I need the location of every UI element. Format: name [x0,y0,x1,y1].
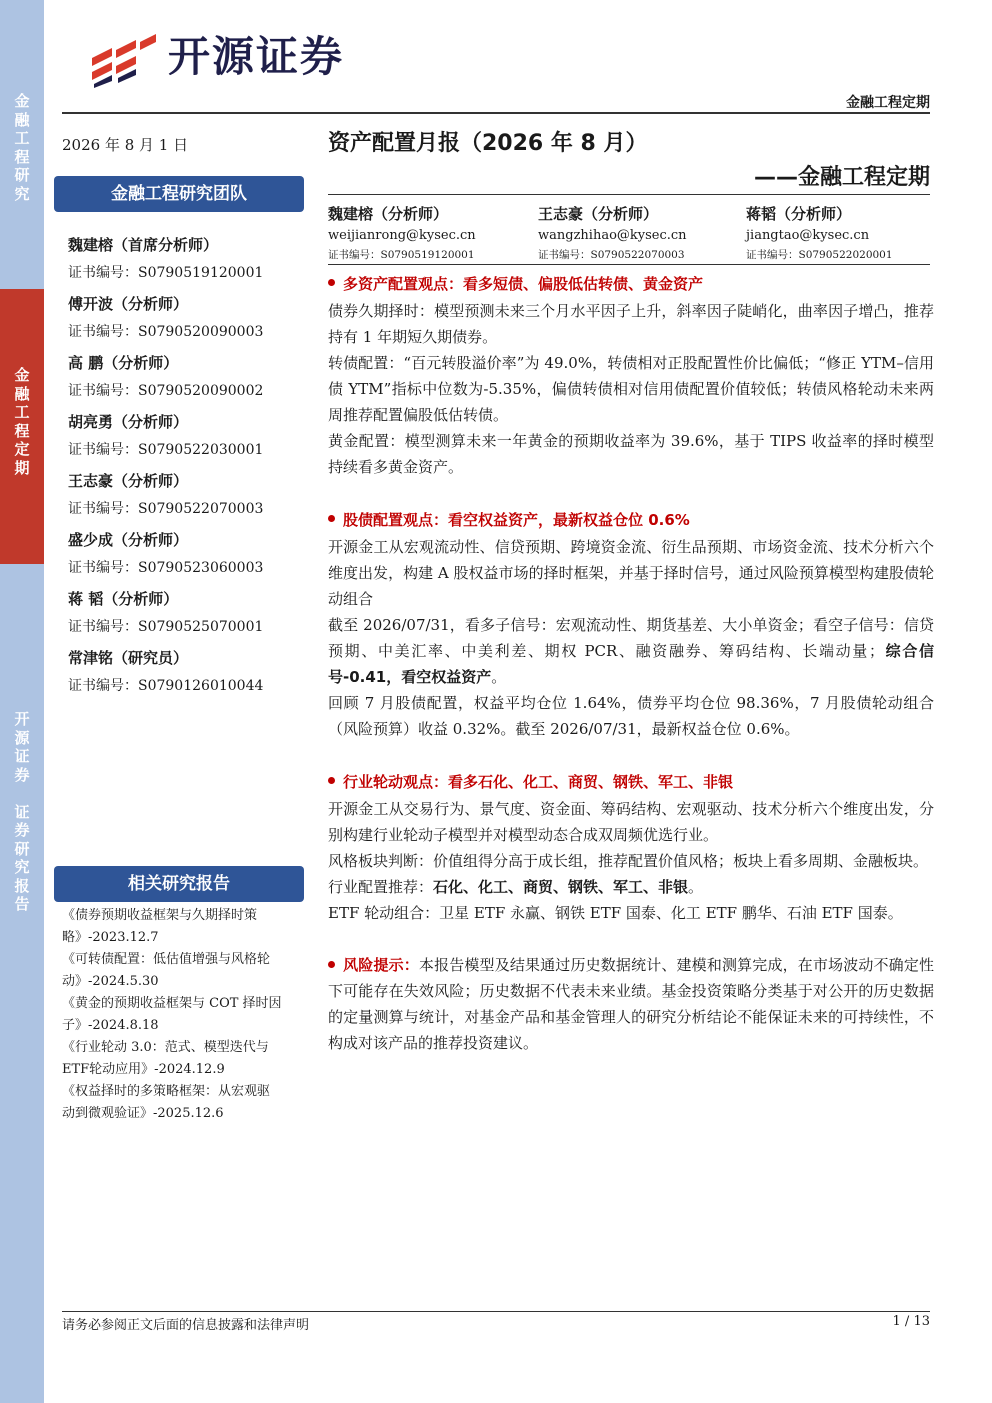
sidebar-char: 报 [14,876,30,895]
left-sidebar [0,0,44,1403]
author-name: 魏建榕（分析师） [328,205,449,223]
member-cert: 证书编号：S0790520090003 [68,324,264,340]
footer-disclaimer: 请务必参阅正文后面的信息披露和法律声明 [62,1318,310,1333]
member-name: 高 鹏（分析师） [68,354,179,372]
team-member [68,411,308,470]
bullet-icon [328,777,335,784]
sidebar-char [0,784,44,803]
sidebar-char: 券 [14,821,30,839]
team-heading: 金融工程研究团队 [54,176,304,212]
member-cert: 证书编号：S0790522070003 [68,501,264,517]
bullet-icon [328,279,335,286]
sidebar-char: 期 [14,458,30,477]
team-member [68,352,308,411]
section-industry-rotation [328,768,934,926]
paragraph: ETF 轮动组合：卫星 ETF 永赢、钢铁 ETF 国泰、化工 ETF 鹏华、石油 ETF 国泰。 [328,904,903,922]
related-reports-list [62,905,317,1125]
related-report-line[interactable]: 动》-2024.5.30 [62,974,159,989]
section-title: 多资产配置观点：看多短债、偏股低估转债、黄金资产 [328,270,934,298]
author-cert: 证书编号：S0790519120001 [328,249,475,261]
industry-recommendation: 石化、化工、商贸、钢铁、军工、非银 [433,878,689,896]
team-member [68,470,308,529]
member-name: 常津铭（研究员） [68,649,189,667]
sidebar-char: 证 [14,747,30,765]
team-list [68,234,308,706]
paragraph: 黄金配置：模型测算未来一年黄金的预期收益率为 39.6%，基于 TIPS 收益率的择时模型持续看多黄金资产。 [328,432,934,476]
sidebar-char: 券 [14,765,30,784]
author-email[interactable]: weijianrong@kysec.cn [328,228,476,243]
sidebar-char: 研 [14,839,30,858]
sidebar-char: 究 [14,858,30,876]
related-report-line[interactable]: 《债券预期收益框架与久期择时策 [62,908,258,923]
section-title: 股债配置观点：看空权益资产，最新权益仓位 0.6% [328,506,934,534]
logo-wordmark: 开源证券 [168,32,345,81]
member-cert: 证书编号：S0790523060003 [68,560,264,576]
member-name: 王志豪（分析师） [68,472,189,490]
paragraph: 债券久期择时：模型预测未来三个月水平因子上升，斜率因子陡峭化，曲率因子增凸，推荐持有 1 年期短久期债券。 [328,302,934,346]
sidebar-top-label [0,92,44,203]
sidebar-char: 程 [14,147,30,166]
sidebar-char: 究 [14,184,30,203]
paragraph: 开源金工从宏观流动性、信贷预期、跨境资金流、衍生品预期、市场资金流、技术分析六个维度出发，构建 A 股权益市场的择时框架，并基于择时信号，通过风险预算模型构建股债轮动组合 [328,538,934,608]
member-cert: 证书编号：S0790525070001 [68,619,264,635]
member-cert: 证书编号：S0790522030001 [68,442,264,458]
main-content [328,270,934,1056]
team-member [68,647,308,706]
author [538,202,687,264]
paragraph: 风格板块判断：价值组得分高于成长组，推荐配置价值风格；板块上看多周期、金融板块。 [328,852,929,870]
sidebar-bottom-label [0,710,44,914]
section-asset-allocation [328,270,934,480]
sidebar-mid-label [0,366,44,477]
sidebar-char: 研 [14,166,30,184]
section-title: 行业轮动观点：看多石化、化工、商贸、钢铁、军工、非银 [328,768,934,796]
risk-text: 本报告模型及结果通过历史数据统计、建模和测算完成，在市场波动不确定性下可能存在失效风险；历史数据不代表未来业绩。基金投资策略分类基于对公开的历史数据的定量测算与统计，对基金产品和基金管理人的研究分析结论不能保证未来的可持续性，不构成对该产品的推荐投资建议。 [328,956,934,1052]
sidebar-char: 证 [14,802,30,821]
paragraph: 开源金工从交易行为、景气度、资金面、筹码结构、宏观驱动、技术分析六个维度出发，分别构建行业轮动子模型并对模型动态合成双周频优选行业。 [328,800,934,844]
sidebar-char: 源 [14,728,30,747]
related-report-line[interactable]: 《行业轮动 3.0：范式、模型迭代与 [62,1040,269,1055]
author [746,202,893,264]
author-cert: 证书编号：S0790522020001 [746,249,893,261]
author-cert: 证书编号：S0790522070003 [538,249,685,261]
sidebar-char: 金 [14,366,30,384]
sidebar-char: 融 [14,384,30,403]
author [328,202,476,264]
author-email[interactable]: wangzhihao@kysec.cn [538,228,687,243]
sidebar-char: 金 [14,92,30,110]
related-report-line[interactable]: 《可转债配置：低估值增强与风格轮 [62,952,271,967]
member-name: 胡亮勇（分析师） [68,413,189,431]
report-subtitle: ——金融工程定期 [753,165,930,190]
sidebar-char: 融 [14,110,30,129]
risk-warning [328,952,934,1056]
team-member [68,588,308,647]
related-report-line[interactable]: 《权益择时的多策略框架：从宏观驱 [62,1084,271,1099]
member-name: 盛少成（分析师） [68,531,189,549]
sidebar-char: 定 [14,440,30,458]
bullet-icon [328,515,335,522]
report-date: 2026 年 8 月 1 日 [62,136,189,154]
risk-label: 风险提示： [343,956,419,974]
header-category: 金融工程定期 [846,95,930,111]
paragraph: 截至 2026/07/31，看多子信号：宏观流动性、期货基差、大小单资金；看空子信号：信贷预期、中美汇率、中美利差、期权 PCR、融资融券、筹码结构、长端动量；综合信号-0.41，看空权益资产。 [328,616,934,686]
team-member [68,293,308,352]
authors-rule [328,264,930,265]
sidebar-char: 工 [14,403,30,421]
member-cert: 证书编号：S0790520090002 [68,383,264,399]
author-name: 蒋韬（分析师） [746,205,852,223]
member-cert: 证书编号：S0790519120001 [68,265,264,281]
author-email[interactable]: jiangtao@kysec.cn [746,228,870,243]
title-rule [328,194,930,195]
member-cert: 证书编号：S0790126010044 [68,678,264,694]
report-title: 资产配置月报（2026 年 8 月） [328,131,648,156]
related-report-line[interactable]: 子》-2024.8.18 [62,1018,159,1033]
header-rule [62,112,930,114]
related-report-line[interactable]: 略》-2023.12.7 [62,930,159,945]
sidebar-char: 工 [14,129,30,147]
sidebar-char: 告 [14,895,30,913]
member-name: 蒋 韬（分析师） [68,590,179,608]
related-report-line[interactable]: 《黄金的预期收益框架与 COT 择时因 [62,996,282,1011]
member-name: 魏建榕（首席分析师） [68,236,219,254]
related-report-line[interactable]: 动到微观验证》-2025.12.6 [62,1106,224,1121]
paragraph: 转债配置：“百元转股溢价率”为 49.0%，转债相对正股配置性价比偏低；“修正 YTM–信用债 YTM”指标中位数为-5.35%，偏债转债相对信用债配置价值较低；转债风格轮动未来两周推荐配置偏股低估转债。 [328,354,934,424]
team-member [68,529,308,588]
authors-block [328,202,932,264]
related-report-line[interactable]: ETF轮动应用》-2024.12.9 [62,1062,225,1077]
sidebar-char: 程 [14,421,30,440]
footer-rule [62,1311,930,1312]
page-number: 1 / 13 [892,1314,930,1329]
bullet-icon [328,961,335,968]
paragraph: 回顾 7 月股债配置，权益平均仓位 1.64%，债券平均仓位 98.36%，7 月股债轮动组合（风险预算）收益 0.32%。截至 2026/07/31，最新权益仓位 0.6%。 [328,694,934,738]
composite-signal: 综合信号-0.41，看空权益资产 [328,642,934,686]
related-heading: 相关研究报告 [54,866,304,902]
sidebar-char: 开 [14,710,30,728]
section-stock-bond [328,506,934,742]
author-name: 王志豪（分析师） [538,205,659,223]
paragraph: 行业配置推荐：石化、化工、商贸、钢铁、军工、非银。 [328,878,704,896]
member-name: 傅开波（分析师） [68,295,189,313]
team-member [68,234,308,293]
